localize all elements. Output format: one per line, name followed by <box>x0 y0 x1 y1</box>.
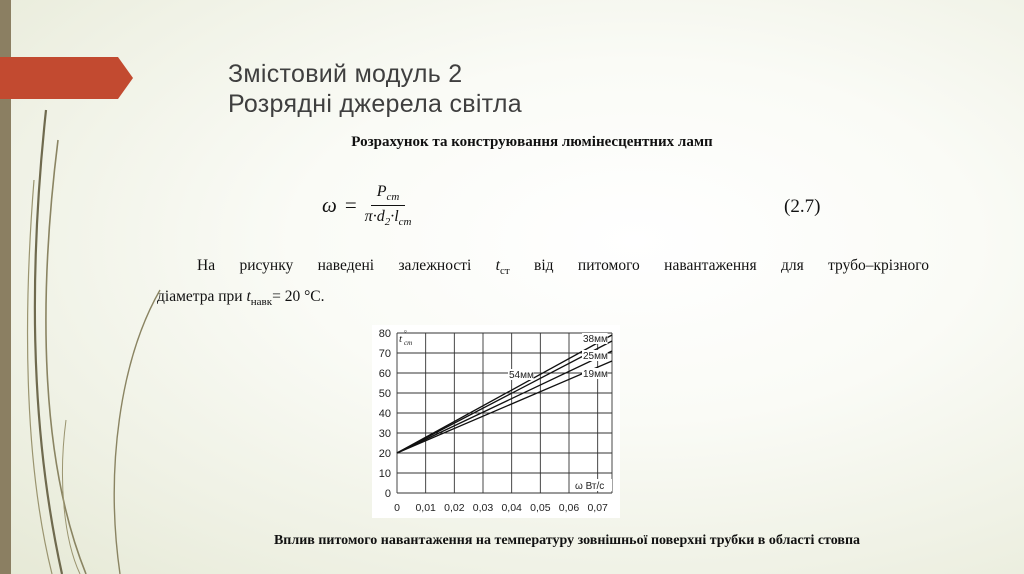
chart-y-tick-label: 80 <box>378 328 391 340</box>
chart-y-axis-label: t <box>399 333 403 345</box>
para-word: питомого <box>577 257 640 274</box>
para-var-t <box>496 253 510 284</box>
para-word: рисунку <box>239 257 294 274</box>
equation-number: (2.7) <box>784 196 821 217</box>
chart-y-tick-label: 10 <box>378 468 391 480</box>
para-t-sub: ст <box>499 265 510 278</box>
formula-den-d-sub: 2 <box>384 216 391 229</box>
formula-numerator <box>371 183 406 206</box>
chart-caption: Вплив питомого навантаження на температуру зовнішньої поверхні трубки в області стовпа <box>273 533 861 548</box>
chart-series-label: 25мм <box>583 351 608 362</box>
para-t2-sub: навк <box>250 296 273 309</box>
chart-series-label: 38мм <box>583 334 608 345</box>
title-arrow-tab <box>0 57 133 99</box>
chart-y-tick-label: 70 <box>378 348 391 360</box>
para-word: На <box>197 257 216 274</box>
slide-title-line-1: Змістовий модуль 2 <box>228 60 463 88</box>
chart-y-tick-label: 60 <box>378 368 391 380</box>
formula-denominator <box>365 206 412 228</box>
chart-y-tick-label: 40 <box>378 408 391 420</box>
para-word: для <box>780 257 804 274</box>
chart-x-tick-label: 0,06 <box>558 502 580 514</box>
paragraph-line-1 <box>157 253 929 284</box>
para-word: трубо–крізного <box>828 257 929 274</box>
formula-equals: = <box>344 193 357 218</box>
formula-den-dot: · <box>390 208 395 226</box>
chart-y-axis-label-sub: ст <box>404 339 413 347</box>
chart-x-tick-label: 0,07 <box>587 502 608 514</box>
chart-series-label: 19мм <box>583 369 608 380</box>
chart-x-tick-label: 0,02 <box>444 502 465 514</box>
chart-y-axis-label-sup: ° <box>404 329 407 337</box>
chart-y-tick-label: 0 <box>384 488 391 500</box>
chart-x-axis-label: ω Вт/с <box>575 481 605 492</box>
chart-x-tick-label: 0,05 <box>530 502 551 514</box>
chart-x-tick-label: 0,01 <box>415 502 436 514</box>
slide-title-line-2: Розрядні джерела світла <box>228 90 522 118</box>
chart-x-tick-label: 0,04 <box>501 502 522 514</box>
chart-series-label: 54мм <box>509 370 534 381</box>
para-t-var: t <box>495 257 500 274</box>
para-word: наведені <box>317 257 375 274</box>
para-line2-end: = 20 °С. <box>272 288 325 306</box>
chart-x-tick-label: 0 <box>394 502 400 514</box>
formula-omega: ω <box>322 193 337 218</box>
formula <box>322 183 411 228</box>
formula-fraction <box>365 183 412 228</box>
chart-y-tick-label: 20 <box>378 448 391 460</box>
body-paragraph <box>157 253 929 315</box>
section-subtitle: Розрахунок та конструювання люмінесцентних ламп <box>351 134 713 150</box>
formula-den-l: l <box>394 208 399 226</box>
chart-x-tick-label: 0,03 <box>472 502 494 514</box>
formula-num-sub: ст <box>386 191 400 204</box>
para-line2-start: діаметра при <box>157 288 247 306</box>
formula-den-pi: π· <box>364 208 377 226</box>
para-word: навантаження <box>664 257 757 274</box>
para-t2-var: t <box>246 288 251 306</box>
paragraph-line-2 <box>157 284 929 315</box>
decor-curve-4 <box>114 290 160 574</box>
slide-title <box>228 59 522 119</box>
para-word: залежності <box>398 257 472 274</box>
chart-y-tick-label: 30 <box>378 428 391 440</box>
para-word: від <box>534 257 554 274</box>
temperature-load-chart <box>372 325 620 518</box>
formula-den-d: d <box>376 208 385 226</box>
chart-y-tick-label: 50 <box>378 388 391 400</box>
formula-den-l-sub: ст <box>398 216 412 229</box>
decor-curve-2 <box>46 140 86 574</box>
formula-num-var: P <box>376 183 387 200</box>
